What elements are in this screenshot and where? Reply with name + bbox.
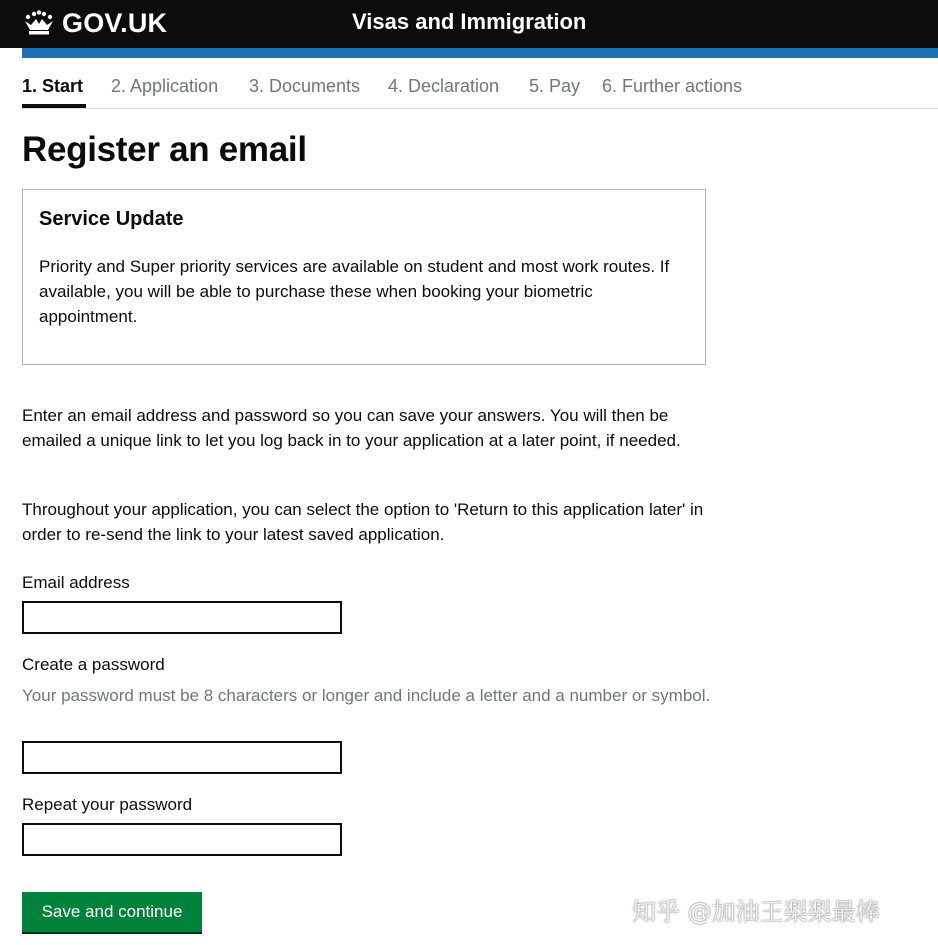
service-name[interactable]: Visas and Immigration <box>352 9 587 34</box>
intro-paragraph-1: Enter an email address and password so you can save your answers. You will then be emailed a unique link to let you log back in to your application at a later point, if needed. <box>22 406 681 450</box>
step-start[interactable]: 1. Start <box>22 76 84 96</box>
email-input[interactable] <box>22 601 342 634</box>
header-accent-bar <box>22 48 938 58</box>
step-documents[interactable]: 3. Documents <box>249 76 361 96</box>
service-update-notice <box>22 189 706 365</box>
crown-icon <box>22 10 56 36</box>
repeat-password-label: Repeat your password <box>22 795 193 814</box>
active-step-indicator <box>22 104 86 108</box>
password-label: Create a password <box>22 655 165 674</box>
notice-body: Priority and Super priority services are available on student and most work routes. If available, you will be able to purchase these when booking your biometric appointment. <box>39 257 670 326</box>
step-pay[interactable]: 5. Pay <box>529 76 581 96</box>
govuk-logo-link[interactable] <box>22 8 167 38</box>
logo-text: GOV.UK <box>62 7 168 38</box>
save-and-continue-button[interactable]: Save and continue <box>22 892 202 932</box>
page-title: Register an email <box>22 130 307 169</box>
step-navigation <box>22 76 938 109</box>
email-label: Email address <box>22 573 130 592</box>
step-application[interactable]: 2. Application <box>111 76 219 96</box>
repeat-password-input[interactable] <box>22 823 342 856</box>
intro-paragraph-2: Throughout your application, you can select the option to 'Return to this application later' in order to re-send the link to your latest saved application. <box>22 500 704 544</box>
step-further-actions[interactable]: 6. Further actions <box>602 76 743 96</box>
step-declaration[interactable]: 4. Declaration <box>388 76 500 96</box>
watermark-text: 知乎 @加油王梨梨最棒 <box>632 898 880 926</box>
password-input[interactable] <box>22 741 342 774</box>
password-hint: Your password must be 8 characters or longer and include a letter and a number or symbol. <box>22 686 711 705</box>
notice-title: Service Update <box>39 208 184 230</box>
site-header <box>0 0 938 48</box>
